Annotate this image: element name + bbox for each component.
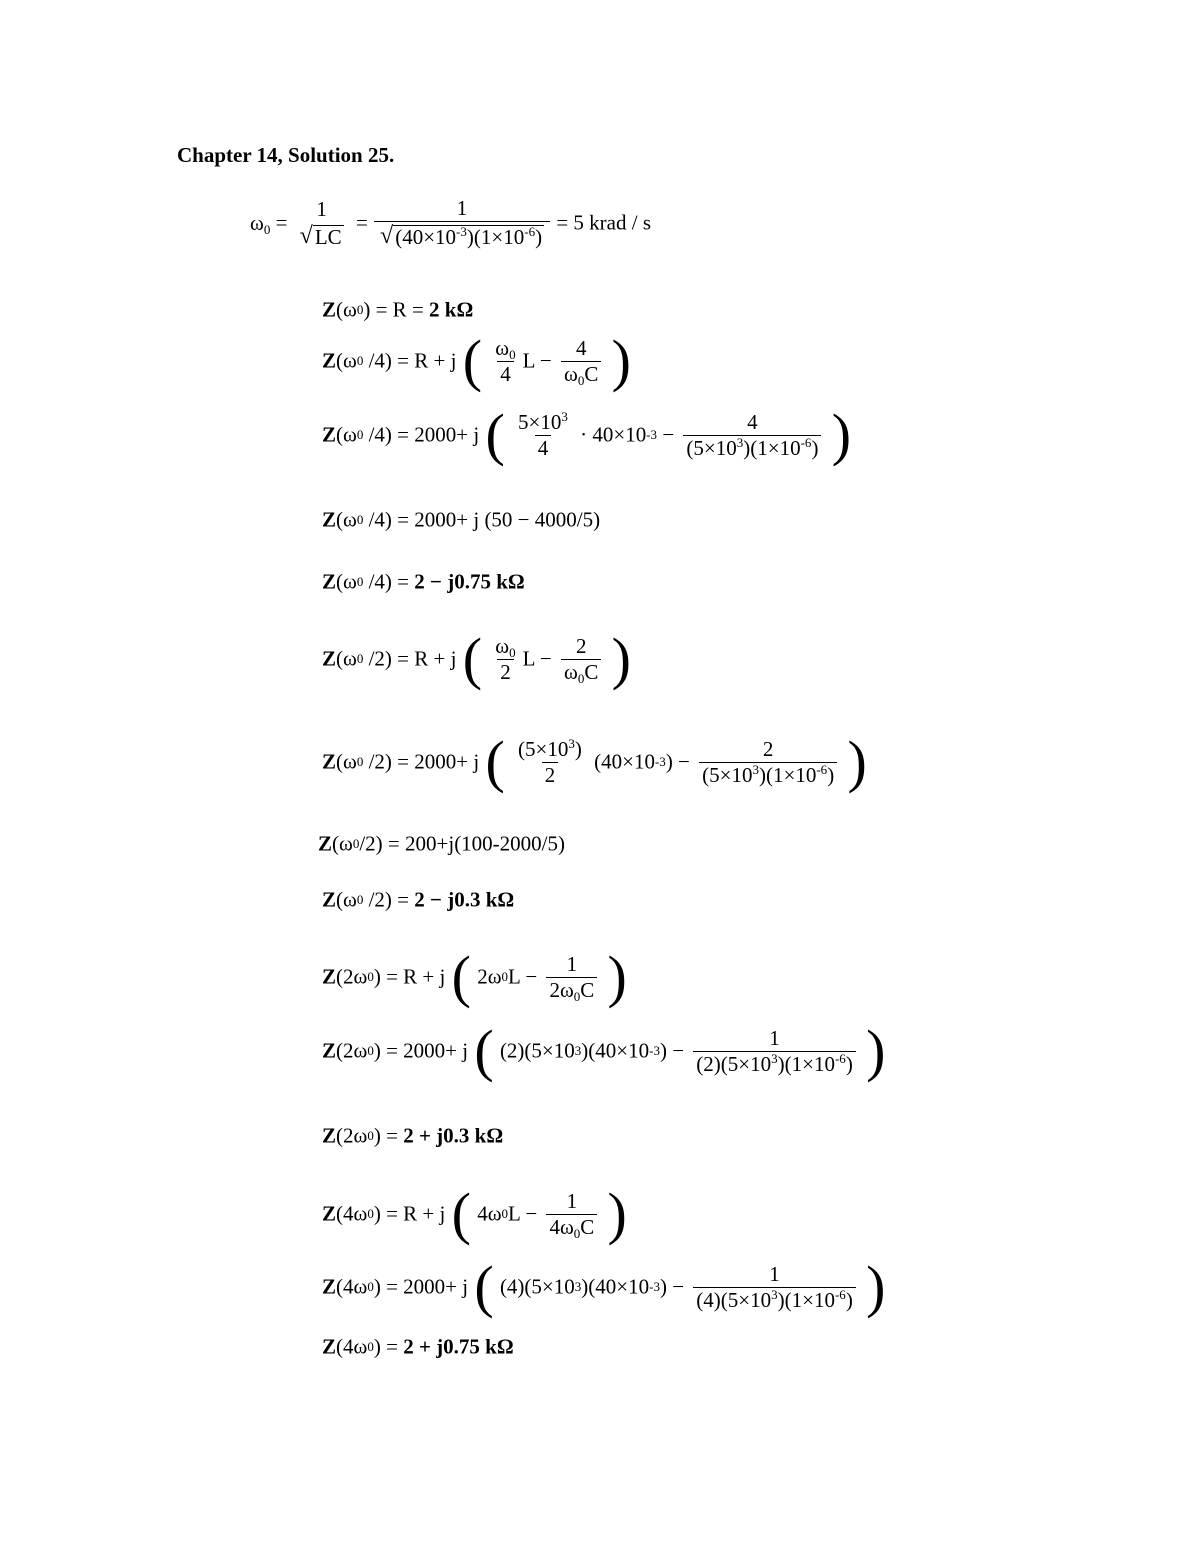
z-quadruple-formula: Z(4ω0) = R + j ( 4ω0L − $\frac{1}{4\omega_0C}$ ) [322,1181,627,1246]
omega-symbol: $\omega_0$ [250,210,271,237]
z-quadruple-answer: Z(4ω0) = 2 + j0.75 kΩ [322,1334,514,1359]
z-half-simplified: Z(ω0/2) = 200+j(100-2000/5) [318,831,566,856]
z-at-omega0: Z(ω0) = R = 2 kΩ [322,297,474,322]
resonant-frequency-equation: $\omega_0$ = 1 √ LC = 1 √ $(40\times 10^{-3})(1\times 10^{-6})$ = 5 krad / s [250,196,651,249]
result-krad: = 5 krad / s [556,210,651,235]
z-double-formula: Z(2ω0) = R + j ( 2ω0L − $\frac{1}{2\omega_0C}$ ) [322,944,627,1009]
page-title: Chapter 14, Solution 25. [177,143,395,167]
z-quadruple-substituted: Z(4ω0) = 2000+ j ( (4)(5×103)(40×10-3) − $\frac{1}{(4)(5\times 10^3)(1\times 10^{-6})}$ ) [322,1254,886,1319]
fraction-1-over-sqrt-lc: 1 √ LC [299,196,342,249]
z-quarter-answer: Z(ω0 /4) = 2 − j0.75 kΩ [322,569,525,594]
z-quarter-simplified: Z(ω0 /4) = 2000+ j (50 − 4000/5) [322,507,601,532]
z-quarter-substituted: Z(ω0 /4) = 2000+ j ( $\frac{5\times 10^3}{4}$ · 40×10-3 − $\frac{4}{(5\times 10^3)(1\times 10^{-6})}$ ) [322,402,852,467]
z-half-answer: Z(ω0 /2) = 2 − j0.3 kΩ [322,887,515,912]
z-double-substituted: Z(2ω0) = 2000+ j ( (2)(5×103)(40×10-3) − $\frac{1}{(2)(5\times 10^3)(1\times 10^{-6})}$ ) [322,1018,886,1083]
sqrt-lc: √ LC [299,222,342,249]
z-half-substituted: Z(ω0 /2) = 2000+ j ( $\frac{(5\times 10^3)}{2}$ (40×10-3) − $\frac{2}{(5\times 10^3)(1\times 10^{-6})}$ ) [322,729,867,794]
fraction-1-over-sqrt-values: 1 √ $(40\times 10^{-3})(1\times 10^{-6})$ [377,198,547,248]
z-double-answer: Z(2ω0) = 2 + j0.3 kΩ [322,1123,504,1148]
z-quarter-formula: Z(ω0 /4) = R + j ( $\frac{\omega_0}{4}$ L − $\frac{4}{\omega_0C}$ ) [322,328,631,393]
z-half-formula: Z(ω0 /2) = R + j ( $\frac{\omega_0}{2}$ L − $\frac{2}{\omega_0C}$ ) [322,626,631,691]
